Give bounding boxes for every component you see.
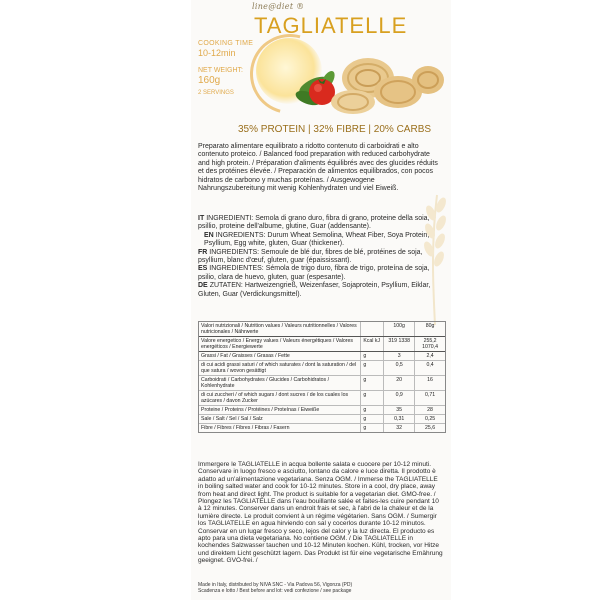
servings-label: 2 SERVINGS — [198, 90, 234, 96]
cooking-instructions: Immergere le TAGLIATELLE in acqua bollente salata e cuocere per 10-12 minuti. Conservare in luogo fresco e asciutto, lontano da calore e luce diretta. Il prodotto è adatto ad un'alimentazione vegetariana. Senza OGM. / Immerse the TAGLIATELLE in boiling salted water and cook for 10-12 minutes. Store in a cool, dry place, away from heat and direct light. The product is suitable for a vegetarian diet. GMO-free. / Plongez les TAGLIATELLE dans l'eau bouillante salée et faites-les cuire pendant 10 à 12 minutes. Conserver dans un endroit frais et sec, à l'abri de la chaleur et de la lumière directe. Le produit convient à un régime végétarien. Sans OGM. / Sumergir los TAGLIATELLE en agua hirviendo con sal y cocerlos durante 10-12 minutos. Conservar en un lugar fresco y seco, lejos del calor y la luz directa. El producto es apto para una dieta vegetariana. No contiene OGM. / Die TAGLIATELLE in kochendes Salzwasser tauchen und 10-12 Minuten kochen. Kühl, trocken, vor Hitze und direktem Licht geschützt lagern. Das Produkt ist für eine vegetarische Ernährung geeignet. GVO-frei. / — [198, 461, 443, 565]
ingredients-en: EN INGREDIENTS: Durum Wheat Semolina, Wheat Fiber, Soya Protein, Psyllium, Egg white, gluten, Guar (thickener). — [204, 231, 430, 248]
footer — [198, 582, 444, 594]
footer-manufacturer: Made in Italy, distributed by NIVA SNC - Via Padova 56, Vigonza (PD) — [198, 582, 353, 588]
nutrition-row-sugars: di cui zuccheri / of which sugars / dont sucres / de los cuales los azúcares / davon Zucker g 0,9 0,71 — [199, 390, 445, 405]
nutrition-header-col2: 80g — [414, 322, 445, 336]
nutrition-row-energy: Valore energetico / Energy values / Valeurs énergétiques / Valores energéticos / Energiewerte Kcal kJ 319 1338 255,2 1070,4 — [199, 336, 445, 351]
macro-stats: 35% PROTEIN | 32% FIBRE | 20% CARBS — [238, 124, 432, 135]
nutrition-header-col1: 100g — [383, 322, 414, 336]
ingredients-fr: FR INGREDIENTS: Semoule de blé dur, fibres de blé, protéines de soja, psyllium, blanc d'œuf, gluten, guar (épaississant). — [198, 248, 423, 265]
ingredients-it: IT INGREDIENTI: Semola di grano duro, fibra di grano, proteine della soia, psillio, proteine dell'albume, glutine, Guar (addensante). — [198, 215, 430, 231]
nutrition-header-row — [199, 322, 445, 336]
nutrition-row-protein: Proteine / Proteins / Protéines / Proteínas / Eiweiße g 35 28 — [199, 405, 445, 414]
nutrition-table — [198, 321, 446, 433]
tagliatelle-nest-icon — [331, 58, 444, 114]
ingredients-es: ES INGREDIENTES: Sémola de trigo duro, fibra de trigo, proteína de soja, psilio, clara de huevo, gluten, guar (espesante). — [198, 265, 430, 281]
nutrition-header-unit — [360, 322, 383, 336]
product-title: TAGLIATELLE — [254, 13, 408, 38]
nutrition-row-salt: Sale / Salt / Sel / Sal / Salz g 0,31 0,25 — [199, 414, 445, 423]
nutrition-row-carbohydrates: Carboidrati / Carbohydrates / Glucides / Carbohidratos / Kohlenhydrate g 20 16 — [199, 375, 445, 390]
nutrition-row-saturates: di cui acidi grassi saturi / of which saturates / dont la saturation / del que satura / wovon gesättigt g 0,5 0,4 — [199, 360, 445, 375]
ingredients-block — [198, 215, 442, 299]
pasta-illustration — [278, 40, 448, 118]
nutrition-row-fat: Grassi / Fat / Graisses / Grasas / Fette g 3 2,4 — [199, 351, 445, 360]
cooking-time-label: COOKING TIME — [198, 40, 254, 47]
brand-logo: line@diet ® — [252, 2, 305, 11]
cooking-time-value: 10-12min — [198, 48, 236, 58]
footer-expiry: Scadenza e lotto / Best before and lot: vedi confezione / see package — [198, 588, 352, 594]
net-weight-value: 160g — [198, 75, 221, 86]
nutrition-header-label: Valori nutrizionali / Nutrition values / Valeurs nutritionnelles / Valores nutricionales / Nährwerte — [201, 323, 357, 335]
net-weight-label: NET WEIGHT: — [198, 67, 243, 74]
nutrition-row-fibre: Fibre / Fibres / Fibres / Fibras / Fasern g 32 25,6 — [199, 423, 445, 432]
ingredients-de: DE ZUTATEN: Hartweizengrieß, Weizenfaser, Sojaprotein, Psyllium, Eiklar, Gluten, Guar (Verdickungsmittel). — [198, 282, 431, 298]
product-description: Preparato alimentare equilibrato a ridotto contenuto di carboidrati e alto contenuto proteico. / Balanced food preparation with reduced carbohydrate and high protein. / Préparation d'aliments équilibrés avec des glucides réduits et des protéines élevée. / Preparación de alimentos equilibrados, con pocos hidratos de carbono y muchas proteínas. / Ausgewogene Nahrungszubereitung mit wenig Kohlenhydraten und viel Eiweiß. — [198, 143, 438, 193]
